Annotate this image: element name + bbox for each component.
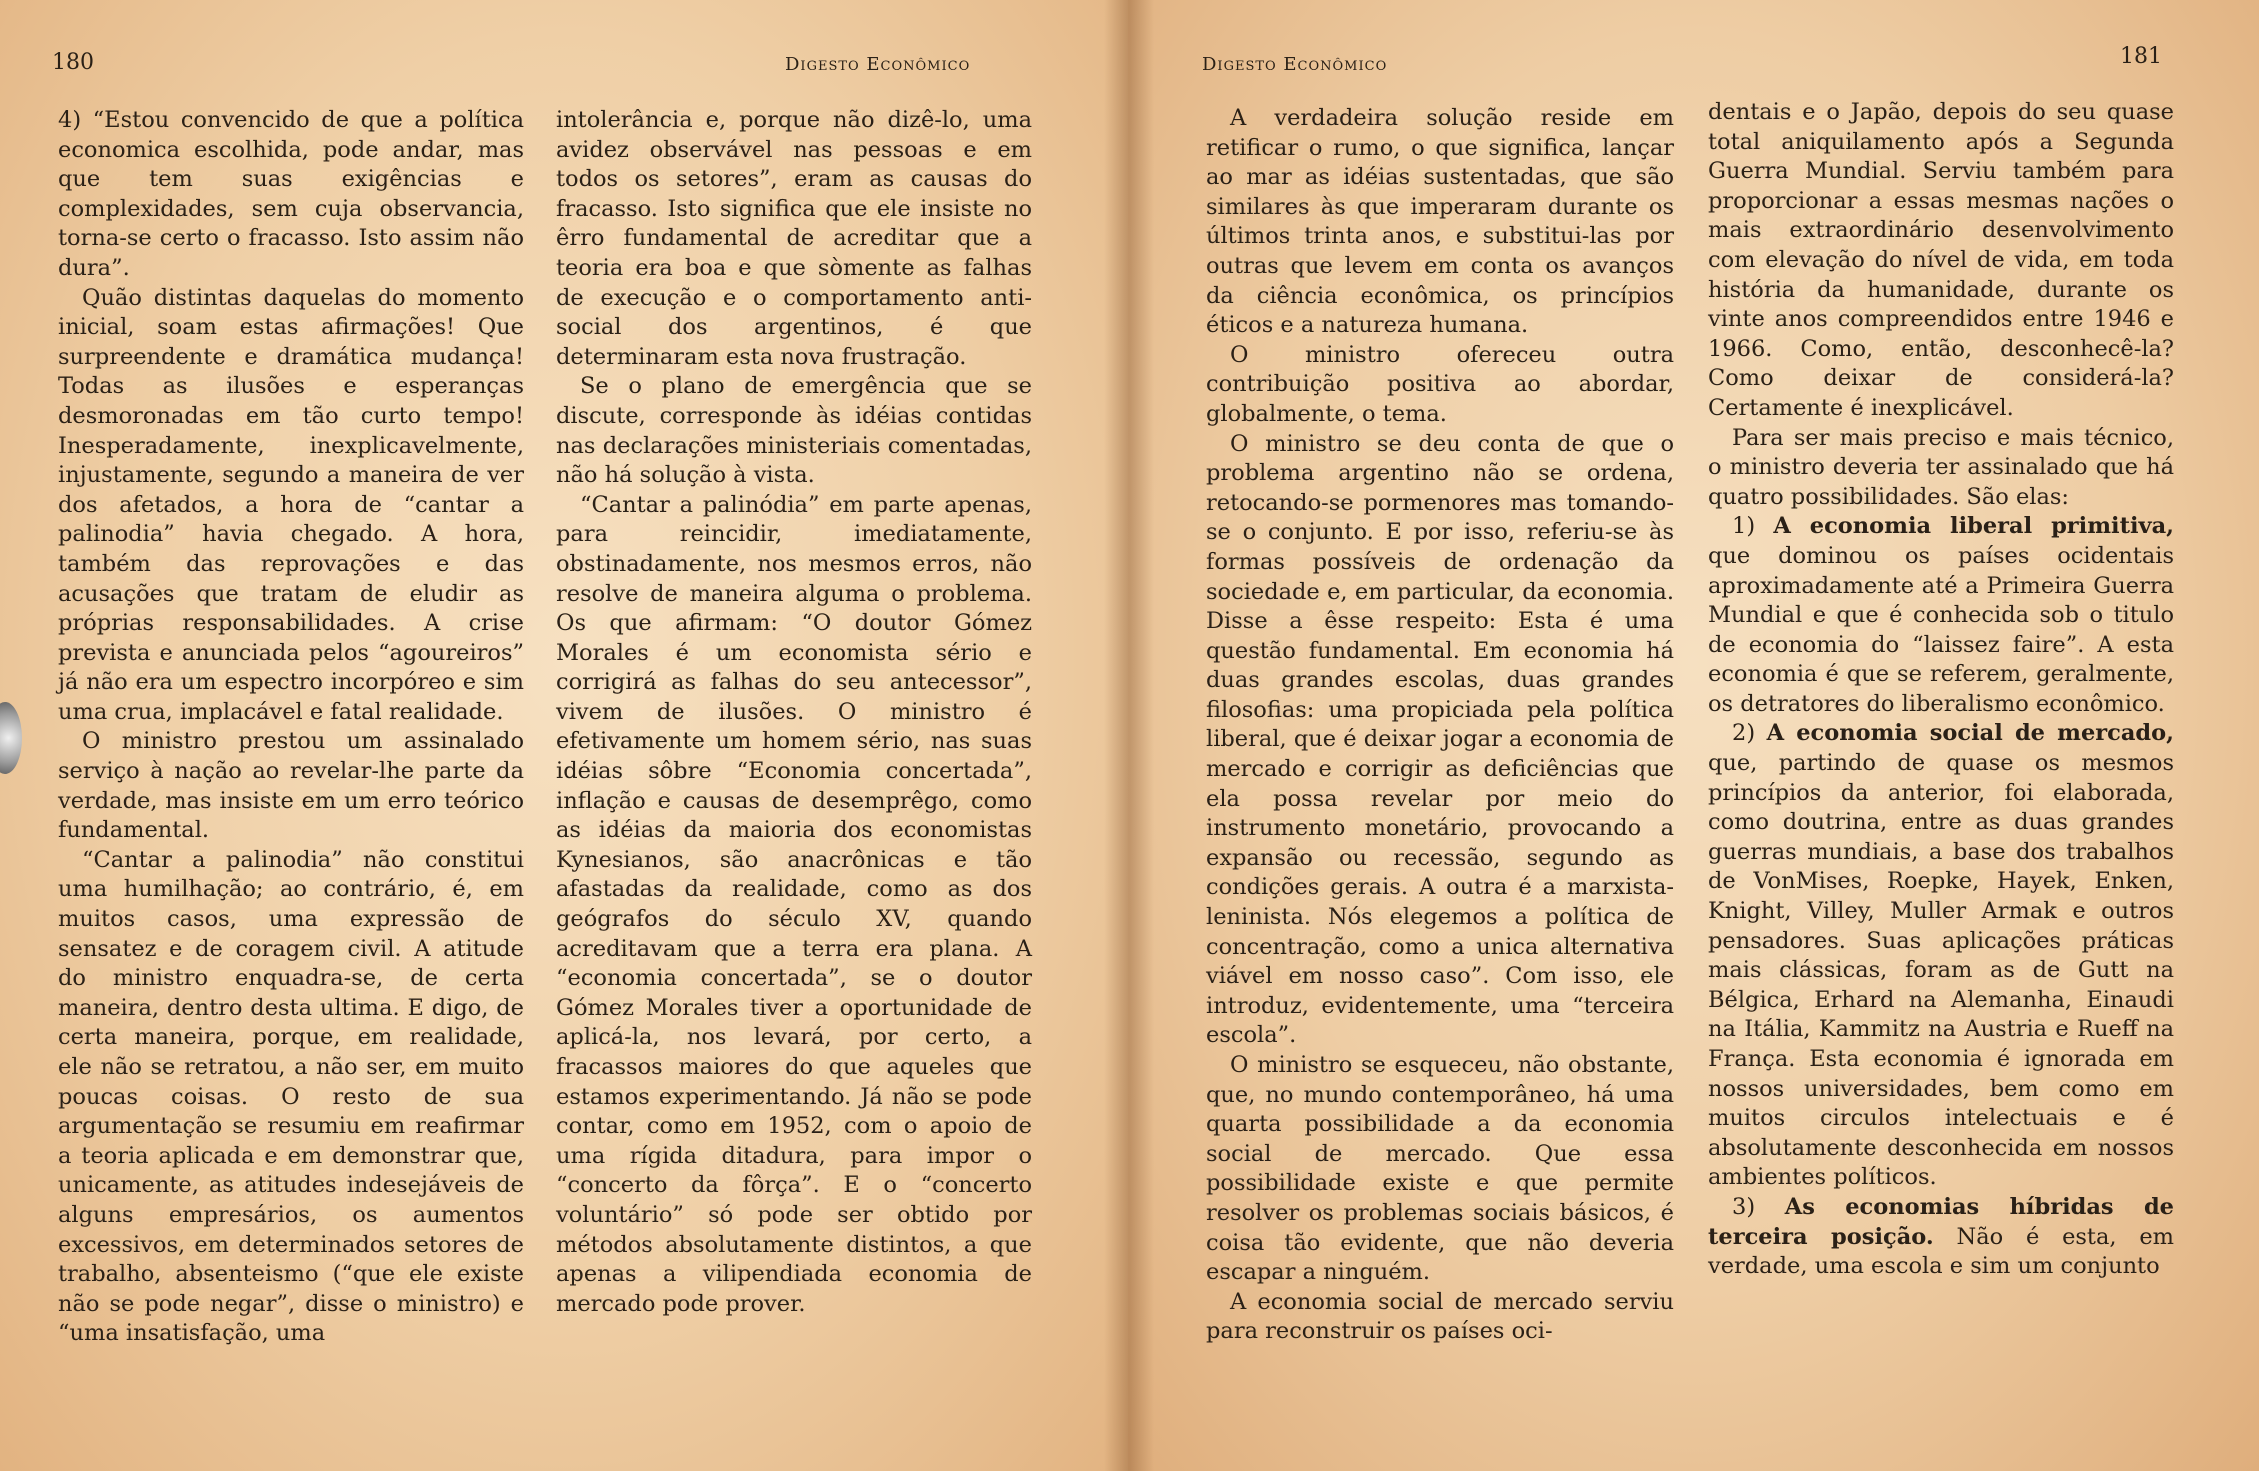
- list-item: 3) As economias híbridas de terceira posição. Não é esta, em verdade, uma escola e sim um conjunto: [1708, 1193, 2174, 1280]
- left-column-2: [556, 106, 1032, 1319]
- item-heading: A economia liberal primitiva,: [1773, 513, 2174, 540]
- paragraph: “Cantar a palinodia” não constitui uma humilhação; ao contrário, é, em muitos casos, uma expressão de sensatez e de coragem civil. A atitude do ministro enquadra-se, de certa maneira, dentro desta ultima. E digo, de certa maneira, porque, em realidade, ele não se retratou, a não ser, em muito poucas coisas. O resto de sua argumentação se resumiu em reafirmar a teoria aplicada e em demonstrar que, unicamente, as atitudes indesejáveis de alguns empresários, os aumentos excessivos, em determinados setores de trabalho, absenteismo (“que ele existe não se pode negar”, disse o ministro) e “uma insatisfação, uma: [58, 846, 524, 1347]
- book-gutter: [1104, 0, 1154, 1471]
- paragraph: Para ser mais preciso e mais técnico, o ministro deveria ter assinalado que há quatro possibilidades. São elas:: [1708, 424, 2174, 510]
- binder-clip-icon: [0, 702, 22, 774]
- running-head-left: Digesto Econômico: [785, 54, 971, 75]
- paragraph: Quão distintas daquelas do momento inicial, soam estas afirmações! Que surpreendente e dramática mudança! Todas as ilusões e esperanças desmoronadas em tão curto tempo! Inesperadamente, inexplicavelmente, injustamente, segundo a maneira de ver dos afetados, a hora de “cantar a palinodia” havia chegado. A hora, também das reprovações e das acusações que tratam de eludir as próprias responsabilidades. A crise prevista e anunciada pelos “agoureiros” já não era um espectro incorpóreo e sim uma crua, implacável e fatal realidade.: [58, 284, 524, 725]
- paragraph: A verdadeira solução reside em retificar o rumo, o que significa, lançar ao mar as idéias sustentadas, que são similares às que imperaram durante os últimos trinta anos, e substitui-las por outras que levem em conta os avanços da ciência econômica, os princípios éticos e a natureza humana.: [1206, 105, 1674, 339]
- paragraph: Se o plano de emergência que se discute, corresponde às idéias contidas nas declarações ministeriais comentadas, não há solução à vista.: [556, 373, 1032, 489]
- running-head-right: Digesto Econômico: [1202, 54, 1388, 75]
- paragraph: O ministro ofereceu outra contribuição positiva ao abordar, globalmente, o tema.: [1206, 341, 1674, 427]
- paragraph: O ministro se esqueceu, não obstante, que, no mundo contemporâneo, há uma quarta possibilidade a da economia social de mercado. Que essa possibilidade existe e que permite resolver os problemas sociais básicos, é coisa tão evidente, que não deveria escapar a ninguém.: [1206, 1052, 1674, 1286]
- paragraph: O ministro se deu conta de que o problema argentino não se ordena, retocando-se pormenores mas tomando-se o conjunto. E por isso, referiu-se às formas possíveis de ordenação da sociedade e, em particular, da economia. Disse a êsse respeito: Esta é uma questão fundamental. Em economia há duas grandes escolas, duas grandes filosofias: uma propiciada pela política liberal, que é deixar jogar a economia de mercado e corrigir as deficiências que ela possa revelar por meio do instrumento monetário, provocando a expansão ou recessão, segundo as condições gerais. A outra é a marxista-leninista. Nós elegemos a política de concentração, como a unica alternativa viável em nosso caso”. Com isso, ele introduz, evidentemente, uma “terceira escola”.: [1206, 430, 1674, 1049]
- paragraph: intolerância e, porque não dizê-lo, uma avidez observável nas pessoas e em todos os setores”, eram as causas do fracasso. Isto significa que ele insiste no êrro fundamental de acreditar que a teoria era boa e que sòmente as falhas de execução e o comportamento anti-social dos argentinos, é que determinaram esta nova frustração.: [556, 107, 1032, 370]
- page-number-right: 181: [2120, 44, 2162, 69]
- item-heading: As economias híbridas de terceira posição.: [1708, 1193, 2174, 1250]
- paragraph: “Cantar a palinódia” em parte apenas, para reincidir, imediatamente, obstinadamente, nos mesmos erros, não resolve de maneira alguma o problema. Os que afirmam: “O doutor Gómez Morales é um economista sério e corrigirá as falhas do seu antecessor”, vivem de ilusões. O ministro é efetivamente um homem sério, nas suas idéias sôbre “Economia concertada”, inflação e causas de desemprêgo, como as idéias da maioria dos economistas Kynesianos, são anacrônicas e tão afastadas da realidade, como as dos geógrafos do século XV, quando acreditavam que a terra era plana. A “economia concertada”, se o doutor Gómez Morales tiver a oportunidade de aplicá-la, nos levará, por certo, a fracassos maiores do que aqueles que estamos experimentando. Já não se pode contar, como em 1952, com o apoio de uma rígida ditadura, para impor o “concerto da fôrça”. E o “concerto voluntário” só pode ser obtido por métodos absolutamente distintos, a que apenas a vilipendiada economia de mercado pode prover.: [556, 491, 1032, 1317]
- page-number-left: 180: [52, 50, 94, 75]
- left-column-1: [58, 106, 524, 1349]
- right-column-2: [1708, 98, 2174, 1282]
- list-item: 1) A economia liberal primitiva, que dominou os países ocidentais aproximadamente até a Primeira Guerra Mundial e que é conhecida sob o titulo de economia do “laissez faire”. A esta economia é que se referem, geralmente, os detratores do liberalismo econômico.: [1708, 513, 2174, 717]
- list-item: 2) A economia social de mercado, que, partindo de quase os mesmos princípios da anterior, foi elaborada, como doutrina, entre as duas grandes guerras mundiais, a base dos trabalhos de VonMises, Roepke, Hayek, Enken, Knight, Villey, Muller Armak e outros pensadores. Suas aplicações práticas mais clássicas, foram as de Gutt na Bélgica, Erhard na Alemanha, Einaudi na Itália, Kammitz na Austria e Rueff na França. Esta economia é ignorada em nossos universidades, bem como em muitos circulos intelectuais e é absolutamente desconhecida em nossos ambientes políticos.: [1708, 720, 2174, 1191]
- item-heading: A economia social de mercado,: [1766, 720, 2174, 747]
- right-column-1: [1206, 104, 1674, 1347]
- left-page: [0, 0, 1128, 1471]
- paragraph: O ministro prestou um assinalado serviço à nação ao revelar-lhe parte da verdade, mas insiste em um erro teórico fundamental.: [58, 728, 524, 844]
- paragraph: dentais e o Japão, depois do seu quase total aniquilamento após a Segunda Guerra Mundial. Serviu também para proporcionar a essas mesmas nações o mais extraordinário desenvolvimento com elevação do nível de vida, em toda história da humanidade, durante os vinte anos compreendidos entre 1946 e 1966. Como, então, desconhecê-la? Como deixar de considerá-la? Certamente é inexplicável.: [1708, 99, 2174, 421]
- paragraph: 4) “Estou convencido de que a política economica escolhida, pode andar, mas que tem suas exigências e complexidades, sem cuja observancia, torna-se certo o fracasso. Isto assim não dura”.: [58, 107, 524, 281]
- paragraph: A economia social de mercado serviu para reconstruir os países oci-: [1206, 1288, 1674, 1345]
- right-page: [1128, 0, 2259, 1471]
